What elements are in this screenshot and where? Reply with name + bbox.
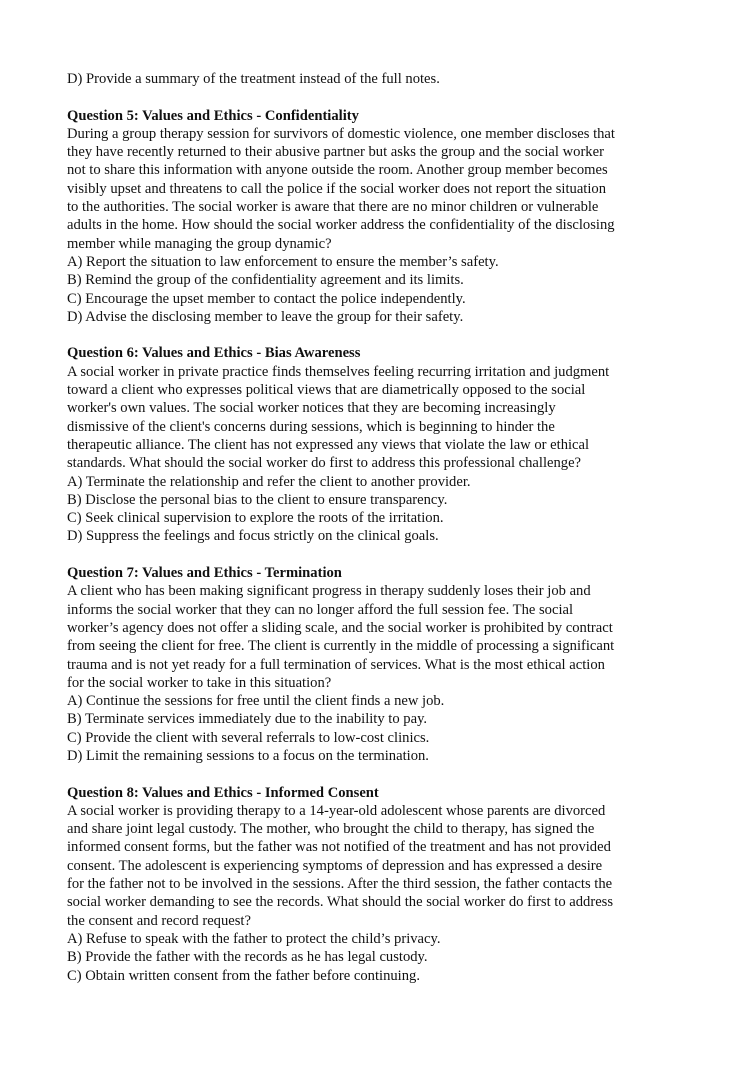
answer-option: D) Advise the disclosing member to leave the group for their safety. — [67, 308, 464, 325]
question-stem-line: A client who has been making significant progress in therapy suddenly loses their job and — [67, 583, 591, 600]
question-stem-line: worker's own values. The social worker notices that they are becoming increasingly — [67, 400, 556, 417]
question-heading: Question 8: Values and Ethics - Informed Consent — [67, 784, 379, 801]
question-stem-line: to the authorities. The social worker is aware that there are no minor children or vulnerable — [67, 199, 599, 216]
question-stem-line: from seeing the client for free. The client is currently in the middle of processing a significant — [67, 638, 615, 655]
question-stem-line: visibly upset and threatens to call the police if the social worker does not report the situation — [67, 180, 607, 197]
answer-option: C) Obtain written consent from the father before continuing. — [67, 967, 420, 984]
question-block — [67, 564, 673, 765]
question-stem-line: informs the social worker that they can no longer afford the full session fee. The social — [67, 601, 574, 618]
answer-option: B) Disclose the personal bias to the client to ensure transparency. — [67, 491, 448, 508]
question-heading: Question 7: Values and Ethics - Termination — [67, 565, 342, 582]
answer-option: B) Terminate services immediately due to the inability to pay. — [67, 711, 428, 728]
answer-option: B) Remind the group of the confidentiality agreement and its limits. — [67, 272, 464, 289]
question-stem-line: for the father not to be involved in the sessions. After the third session, the father contacts the — [67, 876, 613, 893]
question-list — [67, 107, 673, 985]
question-stem-line: member while managing the group dynamic? — [67, 235, 332, 252]
document-page — [67, 70, 673, 985]
question-stem-line: consent. The adolescent is experiencing symptoms of depression and has expressed a desire — [67, 857, 603, 874]
answer-option: C) Encourage the upset member to contact the police independently. — [67, 290, 466, 307]
question-stem-line: worker’s agency does not offer a sliding scale, and the social worker is prohibited by contract — [67, 619, 613, 636]
answer-option: C) Provide the client with several referrals to low-cost clinics. — [67, 729, 430, 746]
question-stem-line: and share joint legal custody. The mother, who brought the child to therapy, has signed the — [67, 821, 595, 838]
question-stem-line: the consent and record request? — [67, 912, 251, 929]
answer-option: A) Continue the sessions for free until the client finds a new job. — [67, 693, 445, 710]
question-block — [67, 107, 673, 327]
question-stem-line: trauma and is not yet ready for a full termination of services. What is the most ethical action — [67, 656, 605, 673]
answer-option: B) Provide the father with the records as he has legal custody. — [67, 949, 428, 966]
question-stem-line: adults in the home. How should the social worker address the confidentiality of the disclosing — [67, 217, 615, 234]
question-stem-line: therapeutic alliance. The client has not expressed any views that violate the law or ethical — [67, 436, 590, 453]
question-block — [67, 344, 673, 545]
question-stem-line: informed consent forms, but the father was not notified of the treatment and has not provided — [67, 839, 611, 856]
carryover-option: D) Provide a summary of the treatment instead of the full notes. — [67, 71, 440, 87]
answer-option: A) Report the situation to law enforcement to ensure the member’s safety. — [67, 253, 499, 270]
question-block — [67, 784, 673, 985]
question-stem-line: A social worker in private practice finds themselves feeling recurring irritation and judgment — [67, 363, 610, 380]
question-stem-line: for the social worker to take in this situation? — [67, 674, 332, 691]
question-heading: Question 5: Values and Ethics - Confidentiality — [67, 107, 359, 124]
question-heading: Question 6: Values and Ethics - Bias Awareness — [67, 345, 361, 362]
question-stem-line: toward a client who expresses political views that are diametrically opposed to the social — [67, 382, 586, 399]
answer-option: D) Suppress the feelings and focus strictly on the clinical goals. — [67, 528, 439, 545]
question-stem-line: social worker demanding to see the records. What should the social worker do first to address — [67, 894, 614, 911]
question-stem-line: they have recently returned to their abusive partner but asks the group and the social worker — [67, 144, 604, 161]
question-stem-line: A social worker is providing therapy to a 14-year-old adolescent whose parents are divorced — [67, 802, 606, 819]
question-stem-line: standards. What should the social worker do first to address this professional challenge? — [67, 455, 582, 472]
question-stem-line: not to share this information with anyone outside the room. Another group member becomes — [67, 162, 608, 179]
question-stem-line: During a group therapy session for survivors of domestic violence, one member discloses that — [67, 125, 615, 142]
answer-option: D) Limit the remaining sessions to a focus on the termination. — [67, 747, 429, 764]
answer-option: C) Seek clinical supervision to explore the roots of the irritation. — [67, 510, 444, 527]
answer-option: A) Terminate the relationship and refer the client to another provider. — [67, 473, 471, 490]
question-stem-line: dismissive of the client's concerns during sessions, which is beginning to hinder the — [67, 418, 555, 435]
answer-option: A) Refuse to speak with the father to protect the child’s privacy. — [67, 930, 441, 947]
